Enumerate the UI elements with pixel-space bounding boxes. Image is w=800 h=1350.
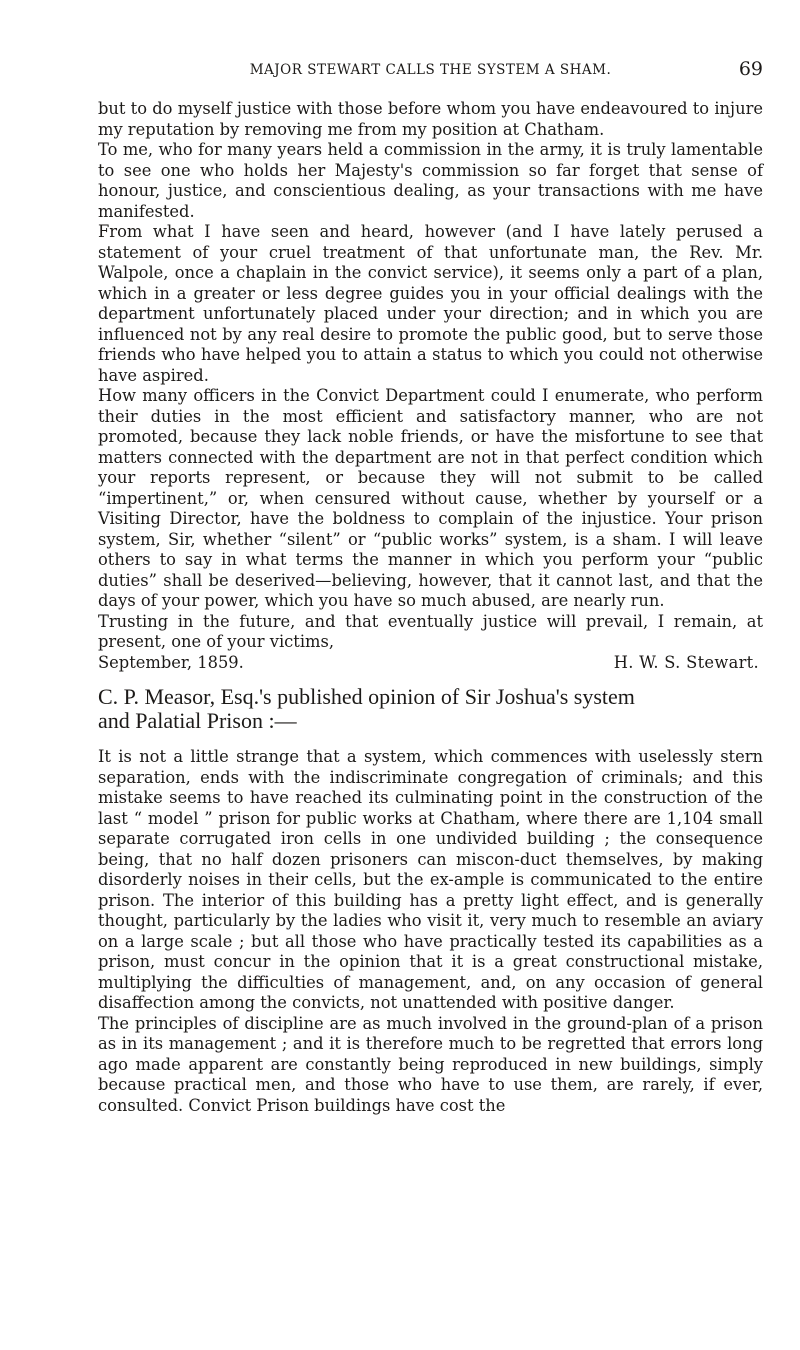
section-heading-line1: C. P. Measor, Esq.'s published opinion of Sir Joshua's system xyxy=(98,684,635,709)
letter-paragraph: To me, who for many years held a commission in the army, it is truly lamentable to see one who holds her Majesty's commission so far forget that sense of honour, justice, and conscientious dealing, as your transactions with me have manifested. xyxy=(98,140,763,221)
signature-line xyxy=(98,653,763,674)
letter-date: September, 1859. xyxy=(98,652,244,672)
section-paragraph: The principles of discipline are as much involved in the ground-plan of a prison as in its management ; and it is therefore much to be regretted that errors long ago made apparent are constantly being reproduced in new buildings, simply because practical men, and those who have to use them, are rarely, if ever, consulted. Convict Prison buildings have cost the xyxy=(98,1013,763,1115)
body-text xyxy=(98,99,763,1116)
running-title: MAJOR STEWART CALLS THE SYSTEM A SHAM. xyxy=(249,62,612,78)
running-head xyxy=(98,58,763,84)
letter-paragraph: From what I have seen and heard, however (and I have lately perused a statement of your cruel treatment of that unfortunate man, the Rev. Mr. Walpole, once a chaplain in the convict service), it seems only a part of a plan, which in a greater or less degree guides you in your official dealings with the department unfortunately placed under your direction; and in which you are influenced not by any real desire to promote the public good, but to serve those friends who have helped you to attain a status to which you could not otherwise have aspired. xyxy=(98,222,763,385)
book-page xyxy=(98,58,763,1116)
letter-paragraph: How many officers in the Convict Department could I enumerate, who perform their duties in the most efficient and satisfactory manner, who are not promoted, because they lack noble friends, or have the misfortune to see that matters connected with the department are not in that perfect condition which your reports represent, or because they will not submit to be called “impertinent,” or, when censured without cause, whether by yourself or a Visiting Director, have the boldness to complain of the injustice. Your prison system, Sir, whether “silent” or “public works” system, is a sham. I will leave others to say in what terms the manner in which you perform your “public duties” shall be deserived—believing, however, that it cannot last, and that the days of your power, which you have so much abused, are nearly run. xyxy=(98,386,763,610)
page-number: 69 xyxy=(738,58,763,80)
letter-paragraph: Trusting in the future, and that eventually justice will prevail, I remain, at present, one of your victims, xyxy=(98,611,763,651)
section-heading-line2: and Palatial Prison :— xyxy=(98,708,297,733)
section-heading xyxy=(98,685,763,733)
letter-paragraph: but to do myself justice with those before whom you have endeavoured to injure my reputation by removing me from my position at Chatham. xyxy=(98,99,763,139)
letter-signature: H. W. S. Stewart. xyxy=(613,652,759,672)
section-paragraph: It is not a little strange that a system, which commences with uselessly stern separation, ends with the indiscriminate congregation of criminals; and this mistake seems to have reached its culminating point in the construction of the last “ model ” prison for public works at Chatham, where there are 1,104 small separate corrugated iron cells in one undivided building ; the consequence being, that no half dozen prisoners can miscon-duct themselves, by making disorderly noises in their cells, but the ex-ample is communicated to the entire prison. The interior of this building has a pretty light effect, and is generally thought, particularly by the ladies who visit it, very much to resemble an aviary on a large scale ; but all those who have practically tested its capabilities as a prison, must concur in the opinion that it is a great constructional mistake, multiplying the difficulties of management, and, on any occasion of general disaffection among the convicts, not unattended with positive danger. xyxy=(98,747,763,1012)
